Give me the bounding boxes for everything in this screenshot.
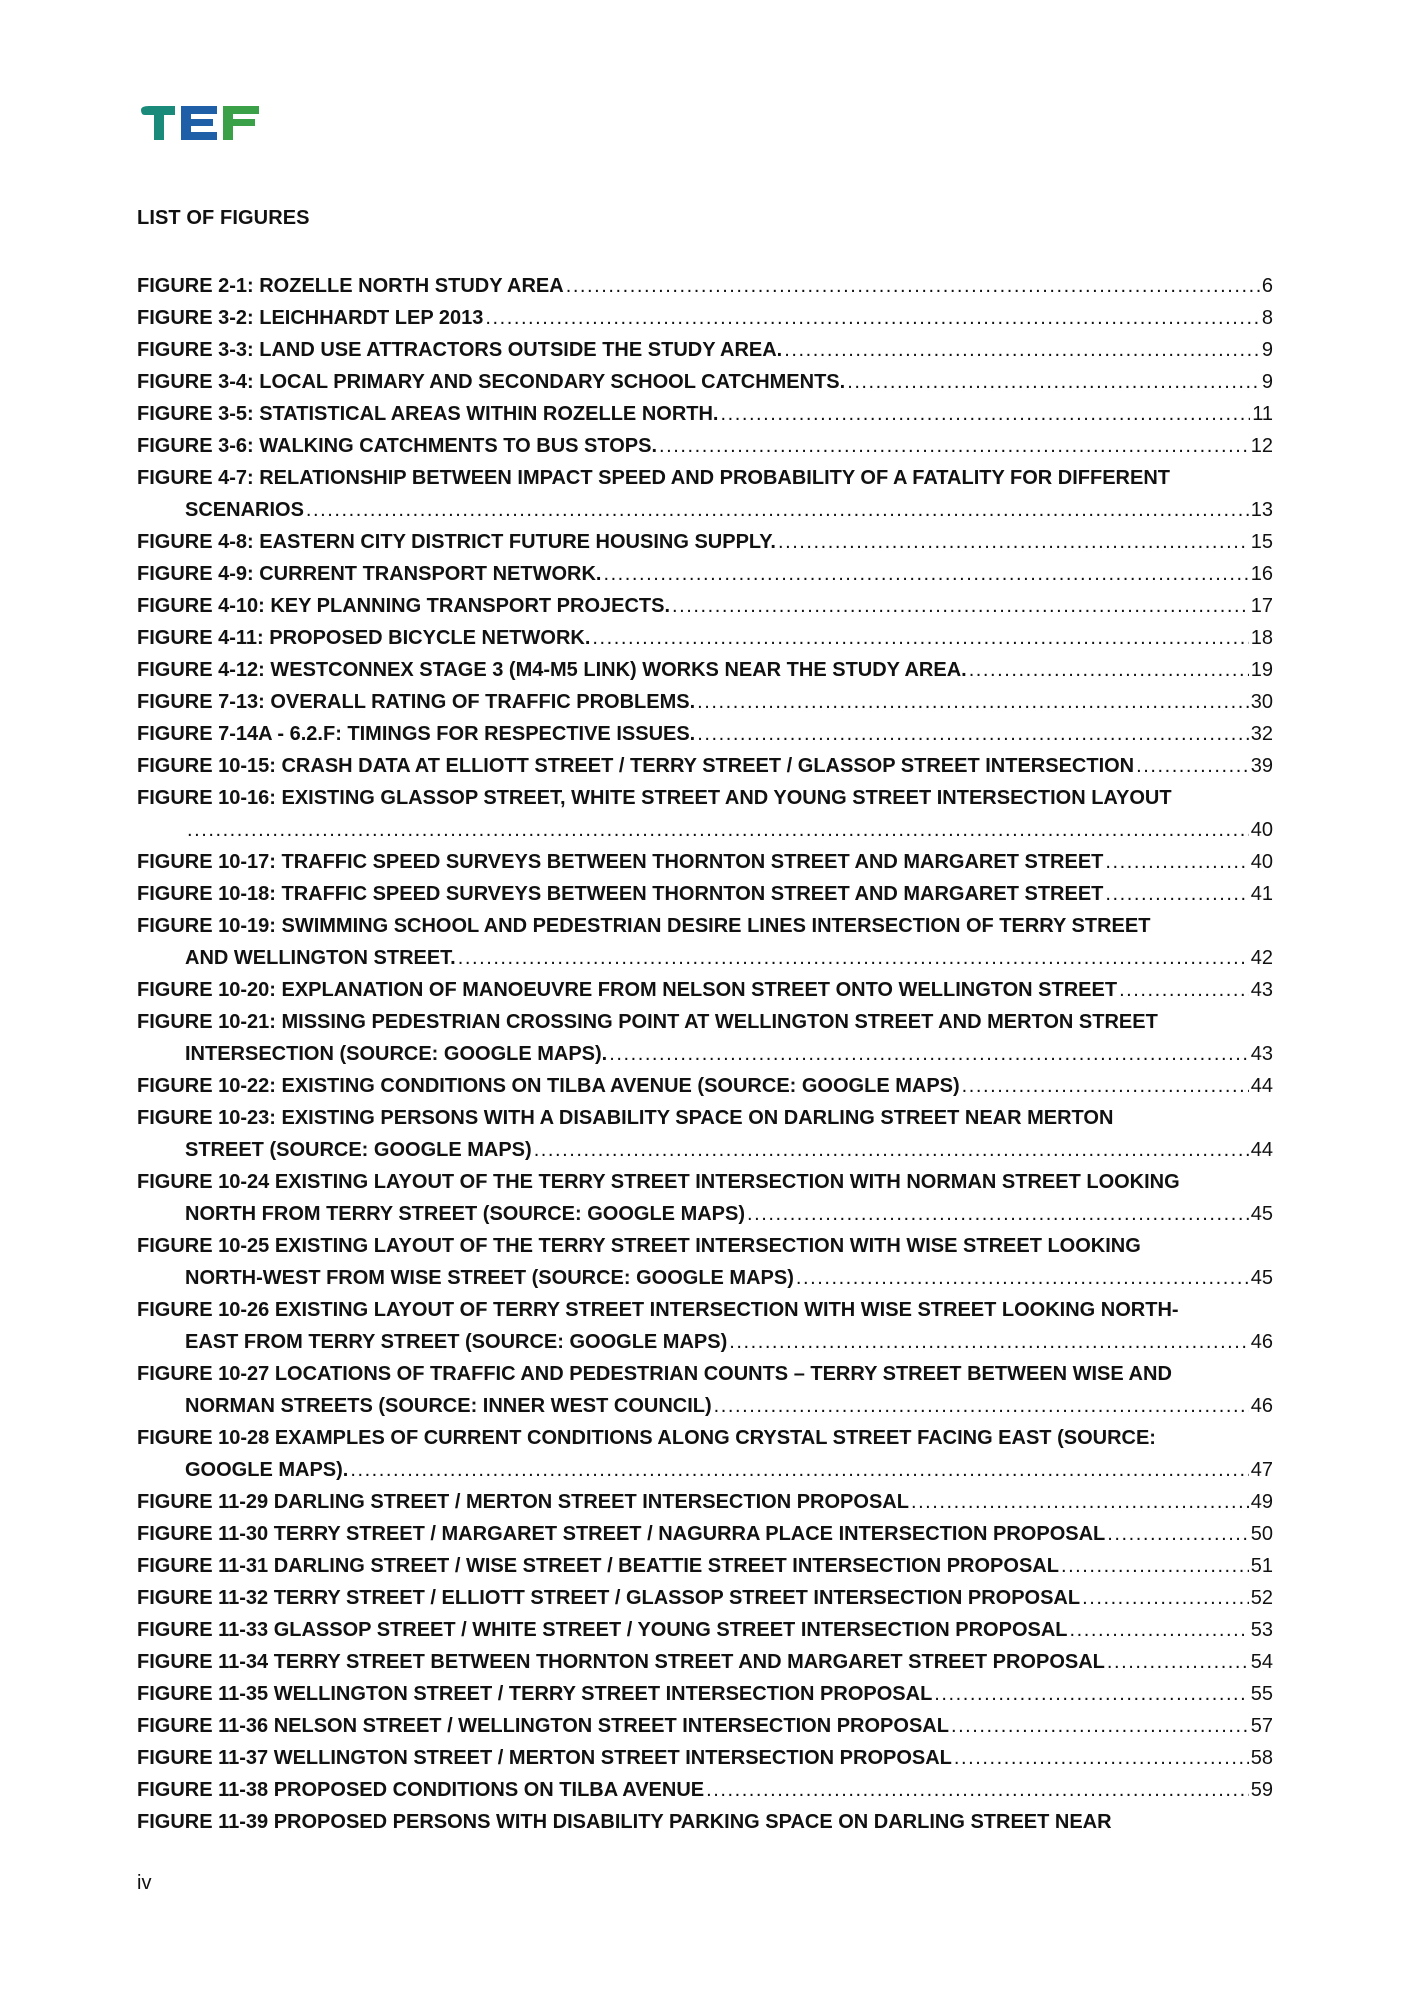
dot-leader	[609, 1038, 1249, 1070]
toc-page-number: 19	[1250, 659, 1273, 681]
toc-entry-title: FIGURE 11-29 DARLING STREET / MERTON STREET INTERSECTION PROPOSAL	[137, 1491, 909, 1513]
toc-page-number: 8	[1261, 307, 1273, 329]
toc-entry[interactable]	[137, 1166, 1273, 1230]
toc-entry[interactable]	[137, 302, 1273, 334]
toc-page-number: 54	[1250, 1651, 1273, 1673]
toc-page-number: 46	[1250, 1395, 1273, 1417]
toc-entry-title: FIGURE 10-20: EXPLANATION OF MANOEUVRE FROM NELSON STREET ONTO WELLINGTON STREET	[137, 979, 1118, 1001]
toc-entry-title: FIGURE 11-37 WELLINGTON STREET / MERTON STREET INTERSECTION PROPOSAL	[137, 1747, 952, 1769]
company-logo	[137, 104, 261, 142]
dot-leader	[306, 494, 1249, 526]
toc-page-number: 45	[1250, 1267, 1273, 1289]
toc-page-number: 43	[1250, 1043, 1273, 1065]
toc-entry[interactable]	[137, 1646, 1273, 1678]
toc-entry[interactable]	[137, 1230, 1273, 1294]
toc-entry-title: FIGURE 4-9: CURRENT TRANSPORT NETWORK.	[137, 563, 602, 585]
toc-entry[interactable]	[137, 1006, 1273, 1070]
toc-entry-title-line: FIGURE 10-27 LOCATIONS OF TRAFFIC AND PEDESTRIAN COUNTS – TERRY STREET BETWEEN WISE AND	[137, 1363, 1172, 1385]
dot-leader	[350, 1454, 1248, 1486]
logo-letter-t	[141, 106, 175, 140]
toc-entry-title: FIGURE 10-22: EXISTING CONDITIONS ON TILBA AVENUE (SOURCE: GOOGLE MAPS)	[137, 1075, 960, 1097]
dot-leader	[1136, 750, 1249, 782]
toc-entry[interactable]	[137, 782, 1273, 846]
toc-entry[interactable]	[137, 1518, 1273, 1550]
toc-entry-title-line: FIGURE 10-19: SWIMMING SCHOOL AND PEDESTRIAN DESIRE LINES INTERSECTION OF TERRY STREET	[137, 915, 1151, 937]
toc-page-number: 59	[1250, 1779, 1273, 1801]
toc-entry-title: NORTH-WEST FROM WISE STREET (SOURCE: GOOGLE MAPS)	[185, 1267, 794, 1289]
dot-leader	[592, 622, 1248, 654]
toc-entry-title: FIGURE 3-5: STATISTICAL AREAS WITHIN ROZELLE NORTH.	[137, 403, 719, 425]
toc-page-number: 49	[1250, 1491, 1273, 1513]
toc-entry[interactable]	[137, 1742, 1273, 1774]
toc-entry[interactable]	[137, 270, 1273, 302]
dot-leader	[847, 366, 1260, 398]
toc-entry[interactable]	[137, 1358, 1273, 1422]
toc-entry-title-line: FIGURE 4-7: RELATIONSHIP BETWEEN IMPACT SPEED AND PROBABILITY OF A FATALITY FOR DIFFERENT	[137, 467, 1170, 489]
dot-leader	[934, 1678, 1248, 1710]
toc-page-number: 42	[1250, 947, 1273, 969]
toc-entry[interactable]	[137, 590, 1273, 622]
dot-leader	[729, 1326, 1249, 1358]
toc-entry[interactable]	[137, 1486, 1273, 1518]
dot-leader	[714, 1390, 1249, 1422]
toc-entry[interactable]	[137, 1678, 1273, 1710]
toc-entry[interactable]	[137, 846, 1273, 878]
dot-leader	[534, 1134, 1249, 1166]
dot-leader	[969, 654, 1249, 686]
toc-entry[interactable]	[137, 366, 1273, 398]
dot-leader	[1082, 1582, 1249, 1614]
toc-entry-title-line: FIGURE 11-39 PROPOSED PERSONS WITH DISABILITY PARKING SPACE ON DARLING STREET NEAR	[137, 1811, 1112, 1833]
toc-page-number: 47	[1250, 1459, 1273, 1481]
toc-entry-title-line: FIGURE 10-21: MISSING PEDESTRIAN CROSSING POINT AT WELLINGTON STREET AND MERTON STREET	[137, 1011, 1158, 1033]
page-number: iv	[137, 1872, 152, 1894]
toc-entry[interactable]	[137, 1710, 1273, 1742]
dot-leader	[1105, 846, 1248, 878]
toc-entry[interactable]	[137, 462, 1273, 526]
dot-leader	[458, 942, 1249, 974]
toc-page-number: 9	[1261, 339, 1273, 361]
toc-entry[interactable]	[137, 1294, 1273, 1358]
dot-leader	[954, 1742, 1249, 1774]
dot-leader	[778, 526, 1249, 558]
toc-entry-title: FIGURE 11-30 TERRY STREET / MARGARET STREET / NAGURRA PLACE INTERSECTION PROPOSAL	[137, 1523, 1106, 1545]
toc-entry-title-line: FIGURE 10-16: EXISTING GLASSOP STREET, WHITE STREET AND YOUNG STREET INTERSECTION LAYOUT	[137, 787, 1172, 809]
toc-entry[interactable]	[137, 1774, 1273, 1806]
dot-leader	[603, 558, 1248, 590]
toc-page-number: 50	[1250, 1523, 1273, 1545]
toc-entry-title: STREET (SOURCE: GOOGLE MAPS)	[185, 1139, 532, 1161]
toc-page-number: 40	[1250, 851, 1273, 873]
toc-page-number: 57	[1250, 1715, 1273, 1737]
dot-leader	[784, 334, 1260, 366]
toc-entry[interactable]	[137, 750, 1273, 782]
toc-entry-title: FIGURE 11-35 WELLINGTON STREET / TERRY STREET INTERSECTION PROPOSAL	[137, 1683, 933, 1705]
toc-page-number: 12	[1250, 435, 1273, 457]
toc-page-number: 16	[1250, 563, 1273, 585]
dot-leader	[566, 270, 1260, 302]
toc-entry-title-line: FIGURE 10-26 EXISTING LAYOUT OF TERRY STREET INTERSECTION WITH WISE STREET LOOKING NORTH-	[137, 1299, 1179, 1321]
toc-entry[interactable]	[137, 1550, 1273, 1582]
toc-entry-title: FIGURE 3-6: WALKING CATCHMENTS TO BUS STOPS.	[137, 435, 658, 457]
toc-entry-title: FIGURE 4-8: EASTERN CITY DISTRICT FUTURE HOUSING SUPPLY.	[137, 531, 776, 553]
dot-leader	[911, 1486, 1249, 1518]
toc-entry-title: FIGURE 7-13: OVERALL RATING OF TRAFFIC PROBLEMS.	[137, 691, 696, 713]
toc-entry[interactable]	[137, 878, 1273, 910]
toc-entry[interactable]	[137, 1070, 1273, 1102]
toc-entry-title: FIGURE 11-31 DARLING STREET / WISE STREET / BEATTIE STREET INTERSECTION PROPOSAL	[137, 1555, 1059, 1577]
toc-entry-title: FIGURE 3-3: LAND USE ATTRACTORS OUTSIDE THE STUDY AREA.	[137, 339, 783, 361]
toc-entry-title: FIGURE 3-2: LEICHHARDT LEP 2013	[137, 307, 484, 329]
toc-page-number: 52	[1250, 1587, 1273, 1609]
toc-page-number: 46	[1250, 1331, 1273, 1353]
toc-entry-title: SCENARIOS	[185, 499, 304, 521]
toc-page-number: 44	[1250, 1139, 1273, 1161]
toc-entry-title: INTERSECTION (SOURCE: GOOGLE MAPS).	[185, 1043, 608, 1065]
toc-entry-title: FIGURE 4-11: PROPOSED BICYCLE NETWORK.	[137, 627, 591, 649]
toc-entry[interactable]	[137, 1102, 1273, 1166]
toc-entry[interactable]	[137, 622, 1273, 654]
toc-entry[interactable]	[137, 526, 1273, 558]
toc-entry[interactable]	[137, 334, 1273, 366]
toc-entry-title: AND WELLINGTON STREET.	[185, 947, 456, 969]
toc-entry[interactable]	[137, 558, 1273, 590]
toc-entry-title: FIGURE 11-36 NELSON STREET / WELLINGTON STREET INTERSECTION PROPOSAL	[137, 1715, 949, 1737]
toc-entry-title: FIGURE 2-1: ROZELLE NORTH STUDY AREA	[137, 275, 564, 297]
toc-page-number: 6	[1261, 275, 1273, 297]
toc-page-number: 51	[1250, 1555, 1273, 1577]
toc-entry-title: FIGURE 11-33 GLASSOP STREET / WHITE STREET / YOUNG STREET INTERSECTION PROPOSAL	[137, 1619, 1068, 1641]
toc-entry[interactable]	[137, 1806, 1273, 1838]
toc-page-number: 11	[1252, 403, 1273, 425]
toc-page-number: 45	[1250, 1203, 1273, 1225]
dot-leader	[1107, 1646, 1249, 1678]
dot-leader	[706, 1774, 1249, 1806]
toc-page-number: 17	[1250, 595, 1273, 617]
dot-leader	[747, 1198, 1249, 1230]
toc-page-number: 53	[1250, 1619, 1273, 1641]
toc-entry-title: FIGURE 11-38 PROPOSED CONDITIONS ON TILBA AVENUE	[137, 1779, 705, 1801]
toc-entry-title: FIGURE 11-32 TERRY STREET / ELLIOTT STREET / GLASSOP STREET INTERSECTION PROPOSAL	[137, 1587, 1081, 1609]
logo-letter-f	[223, 106, 259, 140]
toc-page-number: 30	[1250, 691, 1273, 713]
toc-page-number: 18	[1250, 627, 1273, 649]
toc-page-number: 55	[1250, 1683, 1273, 1705]
toc-page-number: 44	[1250, 1075, 1273, 1097]
dot-leader	[1070, 1614, 1249, 1646]
toc-entry[interactable]	[137, 1422, 1273, 1486]
dot-leader	[485, 302, 1260, 334]
toc-entry-title: FIGURE 4-12: WESTCONNEX STAGE 3 (M4-M5 LINK) WORKS NEAR THE STUDY AREA.	[137, 659, 967, 681]
toc-entry[interactable]	[137, 686, 1273, 718]
toc-page-number: 32	[1250, 723, 1273, 745]
toc-entry-title: NORMAN STREETS (SOURCE: INNER WEST COUNCIL)	[185, 1395, 712, 1417]
toc-page-number: 41	[1250, 883, 1273, 905]
dot-leader	[697, 686, 1249, 718]
toc-entry-title: NORTH FROM TERRY STREET (SOURCE: GOOGLE MAPS)	[185, 1203, 746, 1225]
toc-entry[interactable]	[137, 654, 1273, 686]
toc-entry-title: FIGURE 10-17: TRAFFIC SPEED SURVEYS BETWEEN THORNTON STREET AND MARGARET STREET	[137, 851, 1104, 873]
dot-leader	[1107, 1518, 1248, 1550]
logo-letter-e	[181, 106, 217, 140]
toc-entry-title: GOOGLE MAPS).	[185, 1459, 349, 1481]
toc-entry-title: FIGURE 10-18: TRAFFIC SPEED SURVEYS BETWEEN THORNTON STREET AND MARGARET STREET	[137, 883, 1104, 905]
toc-page-number: 58	[1250, 1747, 1273, 1769]
list-of-figures	[137, 270, 1273, 1838]
dot-leader	[672, 590, 1249, 622]
dot-leader	[697, 718, 1249, 750]
toc-page-number: 9	[1261, 371, 1273, 393]
dot-leader	[187, 814, 1249, 846]
toc-page-number: 15	[1250, 531, 1273, 553]
toc-entry-title: FIGURE 7-14A - 6.2.F: TIMINGS FOR RESPECTIVE ISSUES.	[137, 723, 696, 745]
dot-leader	[951, 1710, 1249, 1742]
toc-page-number: 40	[1250, 819, 1273, 841]
toc-entry[interactable]	[137, 718, 1273, 750]
toc-entry-title-line: FIGURE 10-24 EXISTING LAYOUT OF THE TERRY STREET INTERSECTION WITH NORMAN STREET LOOKING	[137, 1171, 1180, 1193]
dot-leader	[962, 1070, 1249, 1102]
toc-entry[interactable]	[137, 398, 1273, 430]
toc-entry-title: FIGURE 3-4: LOCAL PRIMARY AND SECONDARY SCHOOL CATCHMENTS.	[137, 371, 846, 393]
dot-leader	[1061, 1550, 1249, 1582]
toc-page-number: 43	[1250, 979, 1273, 1001]
dot-leader	[659, 430, 1249, 462]
toc-page-number: 39	[1250, 755, 1273, 777]
toc-entry-title: FIGURE 10-15: CRASH DATA AT ELLIOTT STREET / TERRY STREET / GLASSOP STREET INTERSECTION	[137, 755, 1135, 777]
toc-entry-title-line: FIGURE 10-25 EXISTING LAYOUT OF THE TERRY STREET INTERSECTION WITH WISE STREET LOOKING	[137, 1235, 1141, 1257]
dot-leader	[1105, 878, 1248, 910]
toc-page-number: 13	[1250, 499, 1273, 521]
toc-entry[interactable]	[137, 910, 1273, 974]
toc-entry-title: EAST FROM TERRY STREET (SOURCE: GOOGLE MAPS)	[185, 1331, 728, 1353]
dot-leader	[1119, 974, 1249, 1006]
dot-leader	[796, 1262, 1249, 1294]
toc-entry[interactable]	[137, 1614, 1273, 1646]
page-title: LIST OF FIGURES	[137, 207, 310, 229]
toc-entry-title: FIGURE 11-34 TERRY STREET BETWEEN THORNTON STREET AND MARGARET STREET PROPOSAL	[137, 1651, 1105, 1673]
toc-entry[interactable]	[137, 430, 1273, 462]
toc-entry-title: FIGURE 4-10: KEY PLANNING TRANSPORT PROJECTS.	[137, 595, 671, 617]
toc-entry[interactable]	[137, 974, 1273, 1006]
toc-entry-title-line: FIGURE 10-23: EXISTING PERSONS WITH A DISABILITY SPACE ON DARLING STREET NEAR MERTON	[137, 1107, 1114, 1129]
toc-entry-title-line: FIGURE 10-28 EXAMPLES OF CURRENT CONDITIONS ALONG CRYSTAL STREET FACING EAST (SOURCE:	[137, 1427, 1156, 1449]
dot-leader	[720, 398, 1250, 430]
toc-entry[interactable]	[137, 1582, 1273, 1614]
